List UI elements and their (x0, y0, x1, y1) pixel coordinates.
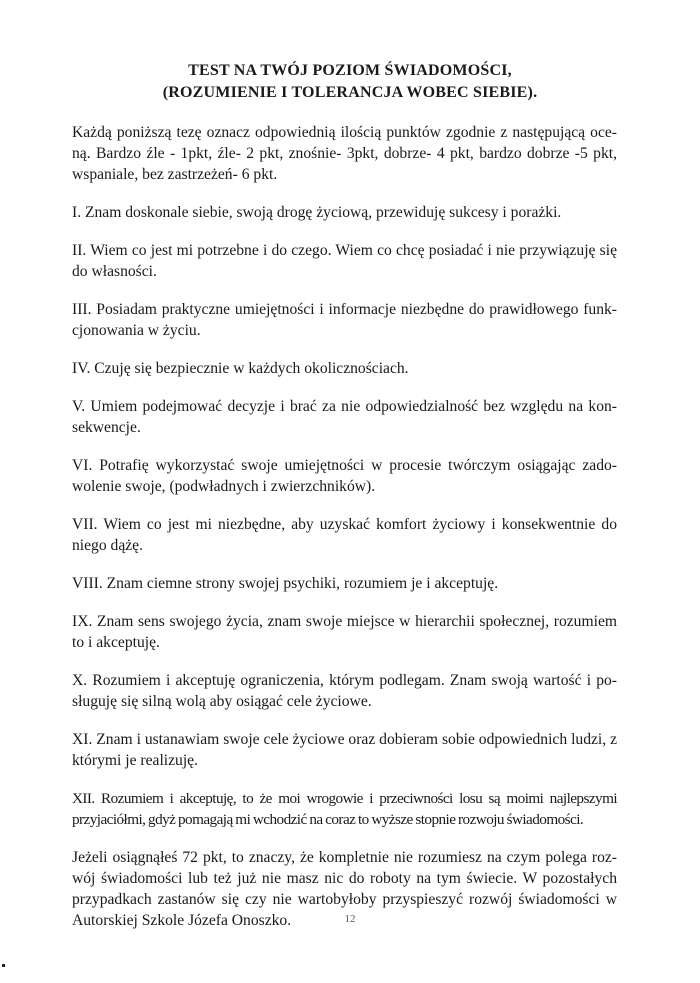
intro-paragraph: Każdą poniższą tezę oznacz odpowiednią ilością punktów zgodnie z następującą oce-ną. Bardzo źle - 1pkt, źle- 2 pkt, znośnie- 3pkt, dobrze- 4 pkt, bardzo dobrze -5 pkt, wspaniale, bez zastrzeżeń- 6 pkt. (72, 124, 617, 183)
title-line-2: (ROZUMIENIE I TOLERANCJA WOBEC SIEBIE). (162, 84, 538, 101)
scan-mark (2, 964, 5, 967)
statement-7: VII. Wiem co jest mi niezbędne, aby uzyskać komfort życiowy i konsekwentnie do niego dążę. (72, 516, 617, 554)
document-body (72, 122, 617, 948)
title-line-1: TEST NA TWÓJ POZIOM ŚWIADOMOŚCI, (188, 62, 512, 79)
statement-6: VI. Potrafię wykorzystać swoje umiejętności w procesie twórczym osiągając zado-wolenie swoje, (podwładnych i zwierzchników). (72, 457, 617, 495)
statement-4: IV. Czuję się bezpiecznie w każdych okolicznościach. (72, 360, 409, 377)
statement-11: XI. Znam i ustanawiam swoje cele życiowe oraz dobieram sobie odpowiednich ludzi, z którymi je realizuję. (72, 731, 617, 769)
page-number: 12 (344, 913, 356, 925)
page-title (0, 60, 700, 104)
statement-8: VIII. Znam ciemne strony swojej psychiki, rozumiem je i akceptuję. (72, 575, 499, 592)
statement-5: V. Umiem podejmować decyzje i brać za nie odpowiedzialność bez względu na kon-sekwencje. (72, 398, 617, 436)
statement-10: X. Rozumiem i akceptuję ograniczenia, którym podlegam. Znam swoją wartość i po-sługuję się silną wolą aby osiągać cele życiowe. (72, 672, 617, 710)
conclusion-paragraph: Jeżeli osiągnąłeś 72 pkt, to znaczy, że kompletnie nie rozumiesz na czym polega roz-wój świadomości lub też już nie masz nic do roboty na tym świecie. W pozostałych przypadkach zastanów się czy nie wartobyłoby przyspieszyć rozwój świadomości w Autorskiej Szkole Józefa Onoszko. (72, 849, 617, 929)
statement-9: IX. Znam sens swojego życia, znam swoje miejsce w hierarchii społecznej, rozumiem to i akceptuję. (72, 613, 617, 651)
statement-2: II. Wiem co jest mi potrzebne i do czego. Wiem co chcę posiadać i nie przywiązuję się do własności. (72, 242, 617, 280)
statement-1: I. Znam doskonale siebie, swoją drogę życiową, przewiduję sukcesy i porażki. (72, 204, 562, 221)
statement-12: XII. Rozumiem i akceptuję, to że moi wrogowie i przeciwności losu są moimi najlepszymi przyjaciółmi, gdyż pomagają mi wchodzić na coraz to wyższe stopnie rozwoju świadomości. (72, 790, 617, 828)
statement-3: III. Posiadam praktyczne umiejętności i informacje niezbędne do prawidłowego funk-cjonowania w życiu. (72, 301, 617, 339)
